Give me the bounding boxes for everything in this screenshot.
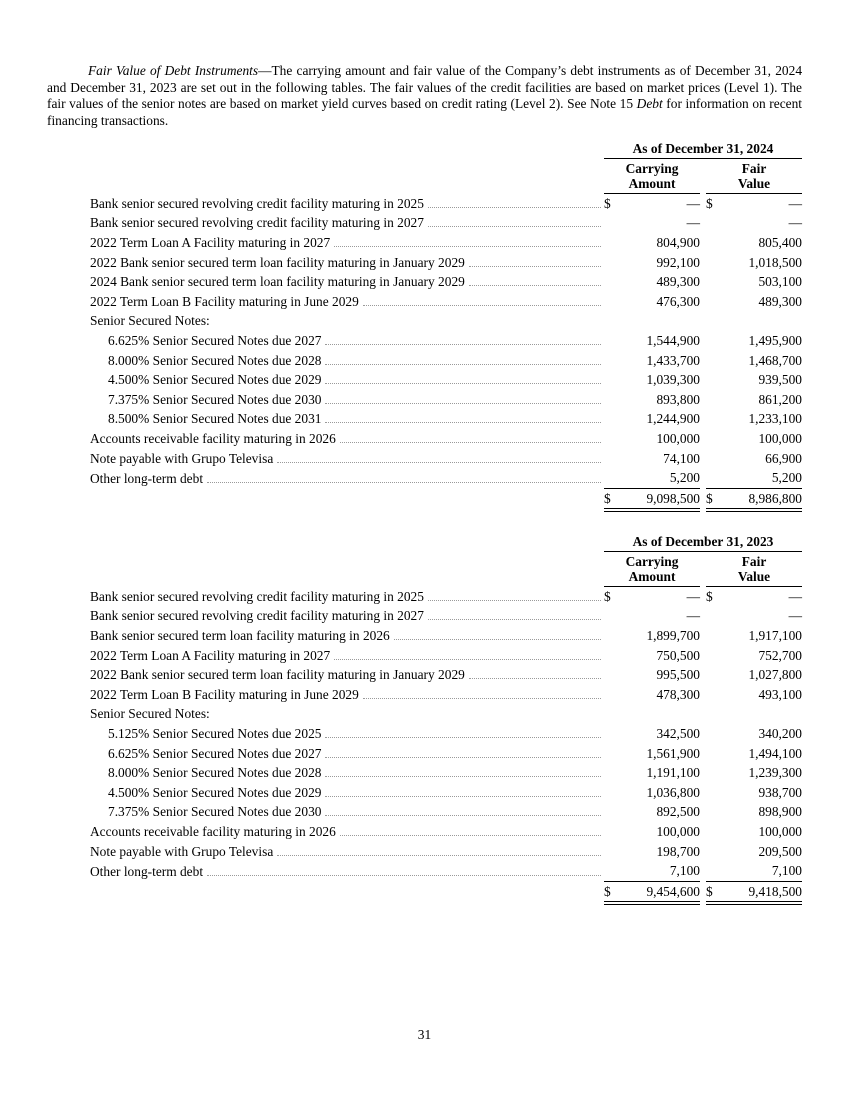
carrying-amount-value: 1,191,100 (646, 765, 700, 781)
row-label: 8.500% Senior Secured Notes due 2031 (108, 411, 322, 427)
fair-value-value: 1,494,100 (748, 745, 802, 761)
dollar-sign (706, 351, 720, 371)
table-row (90, 332, 802, 352)
carrying-amount-value: 100,000 (656, 431, 700, 446)
carrying-amount-value: — (686, 588, 700, 604)
carrying-amount-header: Carrying Amount (604, 552, 700, 587)
row-label: 6.625% Senior Secured Notes due 2027 (108, 745, 322, 761)
dotted-leader (325, 747, 601, 758)
carrying-amount-value: 804,900 (656, 235, 700, 251)
fair-value-value: 861,200 (758, 391, 802, 407)
total-fair-value: 9,418,500 (720, 882, 802, 904)
fair-value-value: 1,468,700 (748, 352, 802, 368)
period-header-row (90, 141, 802, 159)
table-row (90, 469, 802, 489)
table-row (90, 646, 802, 666)
dollar-sign (706, 607, 720, 627)
table-row (90, 666, 802, 686)
dollar-sign: $ (706, 588, 713, 604)
table-row (90, 724, 802, 744)
dollar-sign (604, 783, 618, 803)
dollar-sign (706, 390, 720, 410)
carrying-amount-value: 1,433,700 (646, 352, 700, 368)
dollar-sign (604, 842, 618, 862)
carrying-amount-value: — (686, 608, 700, 624)
dotted-leader (325, 786, 601, 797)
dollar-sign (604, 685, 618, 705)
dotted-leader (469, 275, 601, 286)
fair-value-value: 340,200 (758, 725, 802, 741)
carrying-amount-value: 7,100 (669, 863, 700, 879)
dotted-leader (325, 393, 601, 404)
carrying-amount-header: Carrying Amount (604, 159, 700, 194)
dollar-sign (706, 685, 720, 705)
fair-value-value: — (788, 215, 802, 231)
table-row (90, 783, 802, 803)
dotted-leader (340, 825, 601, 836)
fair-value-value: 1,027,800 (748, 667, 802, 683)
carrying-amount-value: 476,300 (656, 293, 700, 309)
dotted-leader (277, 845, 601, 856)
intro-tail-text: for information on recent financing transactions. (47, 96, 803, 128)
row-label: 4.500% Senior Secured Notes due 2029 (108, 372, 322, 388)
intro-lead-italic: Fair Value of Debt Instruments (88, 63, 259, 78)
dollar-sign (604, 862, 618, 882)
page-number: 31 (417, 1027, 432, 1043)
dollar-sign: $ (706, 489, 720, 511)
carrying-amount-value: 478,300 (656, 686, 700, 702)
debt-table-2023 (90, 534, 802, 905)
dollar-sign (706, 234, 720, 254)
dotted-leader (207, 865, 601, 876)
intro-paragraph (47, 63, 802, 129)
row-label: 7.375% Senior Secured Notes due 2030 (108, 804, 322, 820)
dollar-sign: $ (604, 588, 611, 604)
dollar-sign (706, 705, 720, 725)
debt-table-2024 (90, 141, 802, 512)
carrying-amount-value: 74,100 (663, 450, 700, 466)
dollar-sign (604, 214, 618, 234)
row-label: Bank senior secured term loan facility maturing in 2026 (90, 627, 390, 643)
carrying-amount-value: 1,244,900 (646, 411, 700, 427)
dotted-leader (334, 649, 601, 660)
row-label: Accounts receivable facility maturing in 2026 (90, 823, 336, 839)
row-label: 2024 Bank senior secured term loan facility maturing in January 2029 (90, 274, 465, 290)
period-header: As of December 31, 2023 (604, 534, 802, 552)
dotted-leader (394, 629, 601, 640)
row-label: Other long-term debt (90, 863, 204, 879)
table-row (90, 214, 802, 234)
row-label: 8.000% Senior Secured Notes due 2028 (108, 352, 322, 368)
dollar-sign (604, 351, 618, 371)
dotted-leader (325, 373, 601, 384)
dollar-sign: $ (604, 489, 618, 511)
fair-value-value (720, 705, 802, 725)
row-label: 2022 Term Loan A Facility maturing in 2027 (90, 235, 331, 251)
fair-value-value: 489,300 (758, 293, 802, 309)
fair-value-value: 1,018,500 (748, 254, 802, 270)
dollar-sign (706, 842, 720, 862)
dollar-sign (706, 332, 720, 352)
table-row (90, 194, 802, 214)
dollar-sign (706, 862, 720, 882)
row-label: Bank senior secured revolving credit facility maturing in 2025 (90, 195, 424, 211)
table-row (90, 292, 802, 312)
dollar-sign (604, 234, 618, 254)
carrying-amount-value: 1,899,700 (646, 627, 700, 643)
dollar-sign (706, 449, 720, 469)
dollar-sign (604, 764, 618, 784)
fair-value-value: 5,200 (771, 470, 802, 486)
fair-value-value (720, 312, 802, 332)
table-row (90, 351, 802, 371)
row-label: Senior Secured Notes: (90, 313, 210, 329)
table-row (90, 803, 802, 823)
total-row (90, 882, 802, 904)
carrying-amount-value: 992,100 (656, 254, 700, 270)
dollar-sign: $ (604, 882, 618, 904)
row-label: 2022 Term Loan B Facility maturing in June 2029 (90, 686, 359, 702)
table-row (90, 626, 802, 646)
fair-value-value: 805,400 (758, 235, 802, 251)
dotted-leader (428, 609, 601, 620)
dollar-sign (706, 744, 720, 764)
carrying-amount-value: 1,036,800 (646, 784, 700, 800)
debt-tables-container (90, 141, 802, 905)
dollar-sign (706, 803, 720, 823)
dollar-sign (706, 430, 720, 450)
dollar-sign (706, 371, 720, 391)
table-row (90, 390, 802, 410)
carrying-amount-value: 198,700 (656, 843, 700, 859)
dotted-leader (325, 727, 601, 738)
dotted-leader (277, 452, 601, 463)
row-label: Senior Secured Notes: (90, 706, 210, 722)
fair-value-value: 938,700 (758, 784, 802, 800)
dotted-leader (334, 236, 601, 247)
table-row (90, 449, 802, 469)
dotted-leader (325, 354, 601, 365)
fair-value-value: 752,700 (758, 647, 802, 663)
column-headers-row (90, 552, 802, 587)
row-label: Other long-term debt (90, 470, 204, 486)
total-carrying-amount: 9,098,500 (618, 489, 700, 511)
fair-value-value: 1,495,900 (748, 333, 802, 349)
carrying-amount-value: 1,544,900 (646, 333, 700, 349)
carrying-amount-value: 892,500 (656, 804, 700, 820)
dollar-sign (706, 783, 720, 803)
table-row (90, 273, 802, 293)
carrying-amount-value: — (686, 215, 700, 231)
dotted-leader (428, 590, 601, 601)
row-label: 7.375% Senior Secured Notes due 2030 (108, 391, 322, 407)
period-header: As of December 31, 2024 (604, 141, 802, 159)
row-label: Note payable with Grupo Televisa (90, 450, 274, 466)
table-row (90, 607, 802, 627)
dollar-sign (604, 724, 618, 744)
dollar-sign (604, 390, 618, 410)
dollar-sign (604, 822, 618, 842)
dotted-leader (428, 197, 601, 208)
carrying-amount-value: 342,500 (656, 725, 700, 741)
dollar-sign: $ (604, 195, 611, 211)
dollar-sign (604, 430, 618, 450)
table-row (90, 430, 802, 450)
fair-value-value: 939,500 (758, 372, 802, 388)
fair-value-value: 1,239,300 (748, 765, 802, 781)
table-row (90, 822, 802, 842)
dollar-sign (604, 666, 618, 686)
total-fair-value: 8,986,800 (720, 489, 802, 511)
fair-value-value: 898,900 (758, 804, 802, 820)
section-header-row (90, 312, 802, 332)
dotted-leader (469, 256, 601, 267)
fair-value-header: Fair Value (706, 552, 802, 587)
intro-body-text: —The carrying amount and fair value of the Company’s debt instruments as of December 31, 2024 and December 31, 2023 are set out in the following tables. The fair values of the credit facilities are based on market prices (Level 1). The fair values of the senior notes are based on market yield curves based on credit rating (Level 2). See Note 15 (47, 63, 803, 112)
dotted-leader (363, 295, 601, 306)
dotted-leader (469, 668, 601, 679)
dotted-leader (428, 216, 601, 227)
table-row (90, 253, 802, 273)
dotted-leader (207, 472, 601, 483)
dollar-sign: $ (706, 195, 713, 211)
fair-value-value: — (788, 588, 802, 604)
carrying-amount-value: 489,300 (656, 274, 700, 290)
table-row (90, 410, 802, 430)
dollar-sign (604, 273, 618, 293)
carrying-amount-value: 5,200 (669, 470, 700, 486)
row-label: 4.500% Senior Secured Notes due 2029 (108, 784, 322, 800)
table-row (90, 234, 802, 254)
dollar-sign (706, 626, 720, 646)
section-header-row (90, 705, 802, 725)
row-label: Bank senior secured revolving credit facility maturing in 2027 (90, 608, 424, 624)
dollar-sign (604, 410, 618, 430)
dollar-sign (604, 312, 618, 332)
column-headers-row (90, 159, 802, 194)
dollar-sign (706, 764, 720, 784)
dollar-sign (604, 803, 618, 823)
total-row (90, 489, 802, 511)
dollar-sign (706, 646, 720, 666)
row-label: Bank senior secured revolving credit facility maturing in 2025 (90, 588, 424, 604)
dollar-sign (706, 273, 720, 293)
dotted-leader (325, 766, 601, 777)
dotted-leader (325, 334, 601, 345)
dollar-sign (604, 646, 618, 666)
table-row (90, 744, 802, 764)
fair-value-value: 209,500 (758, 843, 802, 859)
fair-value-header: Fair Value (706, 159, 802, 194)
dollar-sign (706, 214, 720, 234)
fair-value-value: 66,900 (765, 450, 802, 466)
dollar-sign (604, 332, 618, 352)
row-label: 6.625% Senior Secured Notes due 2027 (108, 333, 322, 349)
carrying-amount-value: 995,500 (656, 667, 700, 683)
carrying-amount-value (618, 705, 700, 725)
table-row (90, 685, 802, 705)
dollar-sign (706, 822, 720, 842)
dollar-sign (706, 469, 720, 489)
row-label: Accounts receivable facility maturing in 2026 (90, 431, 336, 446)
row-label: 2022 Term Loan B Facility maturing in June 2029 (90, 293, 359, 309)
table-row (90, 587, 802, 607)
dollar-sign (604, 705, 618, 725)
carrying-amount-value: 750,500 (656, 647, 700, 663)
row-label: 2022 Term Loan A Facility maturing in 2027 (90, 647, 331, 663)
row-label: 2022 Bank senior secured term loan facility maturing in January 2029 (90, 254, 465, 270)
intro-note-reference: Debt (636, 96, 663, 112)
fair-value-value: 100,000 (758, 431, 802, 446)
period-header-row (90, 534, 802, 552)
dotted-leader (363, 688, 601, 699)
fair-value-value: — (788, 608, 802, 624)
total-carrying-amount: 9,454,600 (618, 882, 700, 904)
dollar-sign (604, 253, 618, 273)
row-label: 5.125% Senior Secured Notes due 2025 (108, 725, 322, 741)
fair-value-value: — (788, 195, 802, 211)
row-label: Note payable with Grupo Televisa (90, 843, 274, 859)
dollar-sign (706, 666, 720, 686)
dollar-sign (604, 607, 618, 627)
carrying-amount-value: 893,800 (656, 391, 700, 407)
dollar-sign (604, 292, 618, 312)
dollar-sign (604, 371, 618, 391)
dotted-leader (340, 432, 601, 443)
dollar-sign (604, 449, 618, 469)
table-row (90, 842, 802, 862)
fair-value-value: 1,233,100 (748, 411, 802, 427)
row-label: 8.000% Senior Secured Notes due 2028 (108, 765, 322, 781)
carrying-amount-value (618, 312, 700, 332)
fair-value-value: 100,000 (758, 823, 802, 839)
dollar-sign (706, 253, 720, 273)
dotted-leader (325, 412, 601, 423)
table-row (90, 371, 802, 391)
row-label: Bank senior secured revolving credit facility maturing in 2027 (90, 215, 424, 231)
table-row (90, 764, 802, 784)
row-label: 2022 Bank senior secured term loan facility maturing in January 2029 (90, 667, 465, 683)
dollar-sign (604, 469, 618, 489)
fair-value-value: 1,917,100 (748, 627, 802, 643)
fair-value-value: 503,100 (758, 274, 802, 290)
carrying-amount-value: 1,039,300 (646, 372, 700, 388)
dollar-sign (706, 724, 720, 744)
dollar-sign (706, 312, 720, 332)
dotted-leader (325, 805, 601, 816)
dollar-sign (706, 292, 720, 312)
dollar-sign (604, 744, 618, 764)
carrying-amount-value: 1,561,900 (646, 745, 700, 761)
table-row (90, 862, 802, 882)
fair-value-value: 493,100 (758, 686, 802, 702)
carrying-amount-value: — (686, 195, 700, 211)
dollar-sign (604, 626, 618, 646)
fair-value-value: 7,100 (771, 863, 802, 879)
carrying-amount-value: 100,000 (656, 823, 700, 839)
dollar-sign (706, 410, 720, 430)
dollar-sign: $ (706, 882, 720, 904)
